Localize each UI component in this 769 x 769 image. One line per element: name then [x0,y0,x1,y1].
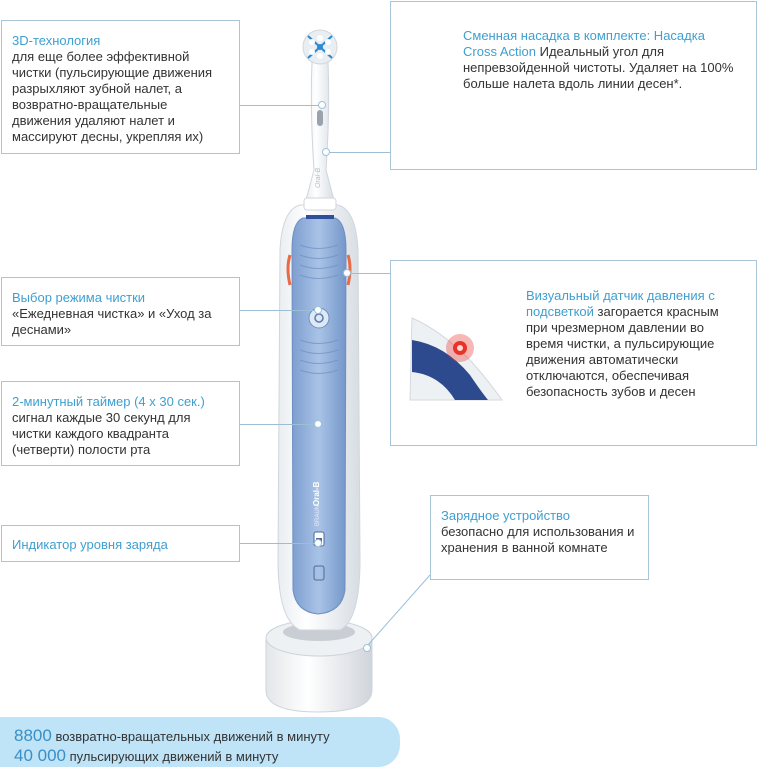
callout-title: 2-минутный таймер (4 х 30 сек.) [12,394,205,409]
oscillations-value: 8800 [14,726,52,745]
callout-mode-select [1,277,240,346]
callout-title: Зарядное устройство [441,508,571,523]
svg-text:BRAUN: BRAUN [315,504,321,526]
callout-title: Визуальный датчик давления с подсветкой [526,288,715,319]
callout-title: Выбор режима чистки [12,290,146,305]
callout-text: Идеальный угол для непревзойденной чистоты. Удаляет на 100% больше налета вдоль линии десен*. [463,44,734,91]
callout-text: загорается красным при чрезмерном давлении во время чистки, а пульсирующие движения автоматически отключаются, обеспечивая безопасность зубов и десен [526,304,719,399]
callout-timer [1,381,240,466]
callout-charge-indicator [1,525,240,562]
callout-title: 3D-технология [12,33,101,48]
callout-text: сигнал каждые 30 секунд для чистки каждого квадранта (четверти) полости рта [12,410,191,457]
callout-title: Сменная насадка в комплекте: Насадка Cross Action [463,28,705,59]
callout-brush-head [390,1,757,170]
callout-text: безопасно для использования и хранения в ванной комнате [441,524,635,555]
pulsations-value: 40 000 [14,746,66,765]
stats-banner [0,717,400,767]
callout-charger [430,495,649,580]
callout-text: для еще более эффективной чистки (пульсирующие движения разрыхляют зубной налет, а возвратно-вращательные движения удаляют налет и массируют десны, укрепляя их) [12,49,213,144]
svg-text:Oral-B: Oral-B [315,167,322,188]
oscillations-text: возвратно-вращательных движений в минуту [55,729,330,744]
svg-text:Oral-B: Oral-B [312,481,321,506]
callout-text: «Ежедневная чистка» и «Уход за деснами» [12,306,212,337]
callout-dot-charger [363,644,371,652]
callout-title: Индикатор уровня заряда [12,537,168,552]
callout-3d-technology [1,20,240,154]
pulsations-text: пульсирующих движений в минуту [69,749,279,764]
callout-pressure-sensor [390,260,757,446]
